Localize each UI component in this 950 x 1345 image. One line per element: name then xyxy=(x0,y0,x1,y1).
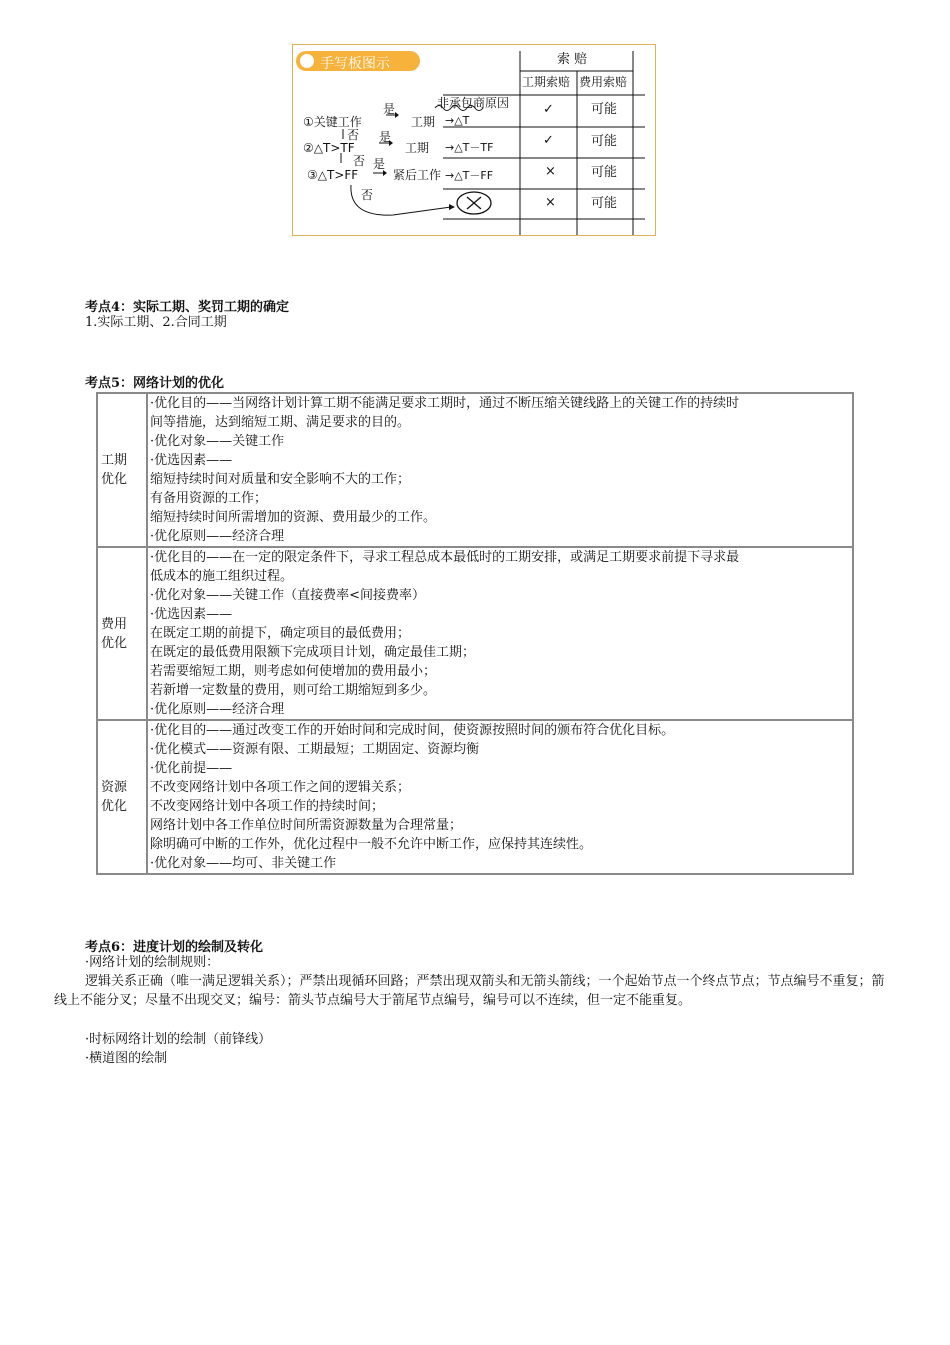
rule-body: 逻辑关系正确（唯一满足逻辑关系）；严禁出现循环回路；严禁出现双箭头和无箭头箭线；一个起始节点一个终点节点；节点编号不重复；箭线上不能分叉；尽量不出现交叉；编号：箭头节点编号大于箭尾节点编号，编号可以不连续，但一定不能重复。 xyxy=(54,974,885,1008)
yes-label-2: 是 xyxy=(379,130,392,144)
time-claim-header: 工期索赔 xyxy=(522,75,571,89)
time-claim-row-3: × xyxy=(545,164,556,179)
yes-label-3: 是 xyxy=(373,157,386,171)
row-content: ·优化目的——通过改变工作的开始时间和完成时间，使资源按照时间的颁布符合优化目标。 ·优化模式——资源有限、工期最短；工期固定、资源均衡 ·优化前提—— 不改变网络计划中各项工作之间的逻辑关系； 不改变网络计划中各项工作的持续时间； 网络计划中各工作单位时间所需资源数量为合理常量； 除明确可中断的工作外，优化过程中一般不允许中断工作，应保持其连续性。 ·优化对象——均可、非关键工作 xyxy=(147,720,853,874)
optimization-table xyxy=(96,392,854,875)
table-row xyxy=(97,547,853,720)
no-label-2: 否 xyxy=(353,154,366,168)
claim-header: 索 赔 xyxy=(557,52,588,67)
pencil-icon xyxy=(300,54,314,68)
gantt-item: ·横道图的绘制 xyxy=(85,1051,168,1066)
rule-title: ·网络计划的绘制规则： xyxy=(85,955,220,970)
cost-claim-row-1: 可能 xyxy=(591,102,618,117)
time-claim-row-1: ✓ xyxy=(543,102,554,117)
step1-label: ①关键工作 xyxy=(303,115,362,129)
cost-claim-row-2: 可能 xyxy=(591,134,618,149)
successor-label: 紧后工作 xyxy=(393,168,442,182)
row-content: ·优化目的——在一定的限定条件下，寻求工程总成本最低时的工期安排，或满足工期要求前提下寻求最 低成本的施工组织过程。 ·优化对象——关键工作（直接费率<间接费率） ·优选因素—— 在既定工期的前提下，确定项目的最低费用； 在既定的最低费用限额下完成项目计划，确定最佳工期； 若需要缩短工期，则考虑如何使增加的费用最小； 若新增一定数量的费用，则可给工期缩短到多少。 ·优化原则——经济合理 xyxy=(147,547,853,720)
row-label: 资源 优化 xyxy=(97,720,147,874)
cost-claim-header: 费用索赔 xyxy=(579,75,628,89)
row-label: 工期 优化 xyxy=(97,393,147,547)
cost-claim-row-3: 可能 xyxy=(591,165,618,180)
result-row-1: →△T xyxy=(445,114,470,127)
cost-claim-row-4: 可能 xyxy=(591,196,618,211)
time-claim-row-2: ✓ xyxy=(543,133,554,148)
non-contractor-label: 非承包商原因 xyxy=(437,96,510,110)
result-row-2: →△T－TF xyxy=(445,141,494,154)
section6-title: 考点6：进度计划的绘制及转化 xyxy=(85,940,264,955)
result-row-3: →△T－FF xyxy=(445,169,494,182)
row-label: 费用 优化 xyxy=(97,547,147,720)
step3-label: ③△T>FF xyxy=(307,168,359,182)
table-row xyxy=(97,720,853,874)
row-content: ·优化目的——当网络计划计算工期不能满足要求工期时，通过不断压缩关键线路上的关键工作的持续时 间等措施，达到缩短工期、满足要求的目的。 ·优化对象——关键工作 ·优选因素—— 缩短持续时间对质量和安全影响不大的工作； 有备用资源的工作； 缩短持续时间所需增加的资源、费用最少的工作。 ·优化原则——经济合理 xyxy=(147,393,853,547)
step2-label: ②△T>TF xyxy=(303,141,355,155)
no-label-1: 否 xyxy=(347,128,360,142)
section4-body: 1.实际工期、2.合同工期 xyxy=(85,315,227,330)
handwriting-badge: 手写板图示 xyxy=(296,51,420,71)
duration-label: 工期 xyxy=(411,115,436,129)
no-label-3: 否 xyxy=(361,188,374,202)
handwriting-board-figure xyxy=(292,44,656,236)
section4-title: 考点4：实际工期、奖罚工期的确定 xyxy=(85,300,290,315)
section5-title: 考点5：网络计划的优化 xyxy=(85,376,225,391)
timescale-item: ·时标网络计划的绘制（前锋线） xyxy=(85,1032,272,1047)
time-claim-row-4: × xyxy=(545,195,556,210)
yes-label-1: 是 xyxy=(383,102,396,116)
table-row xyxy=(97,393,853,547)
duration-label-2: 工期 xyxy=(405,141,430,155)
